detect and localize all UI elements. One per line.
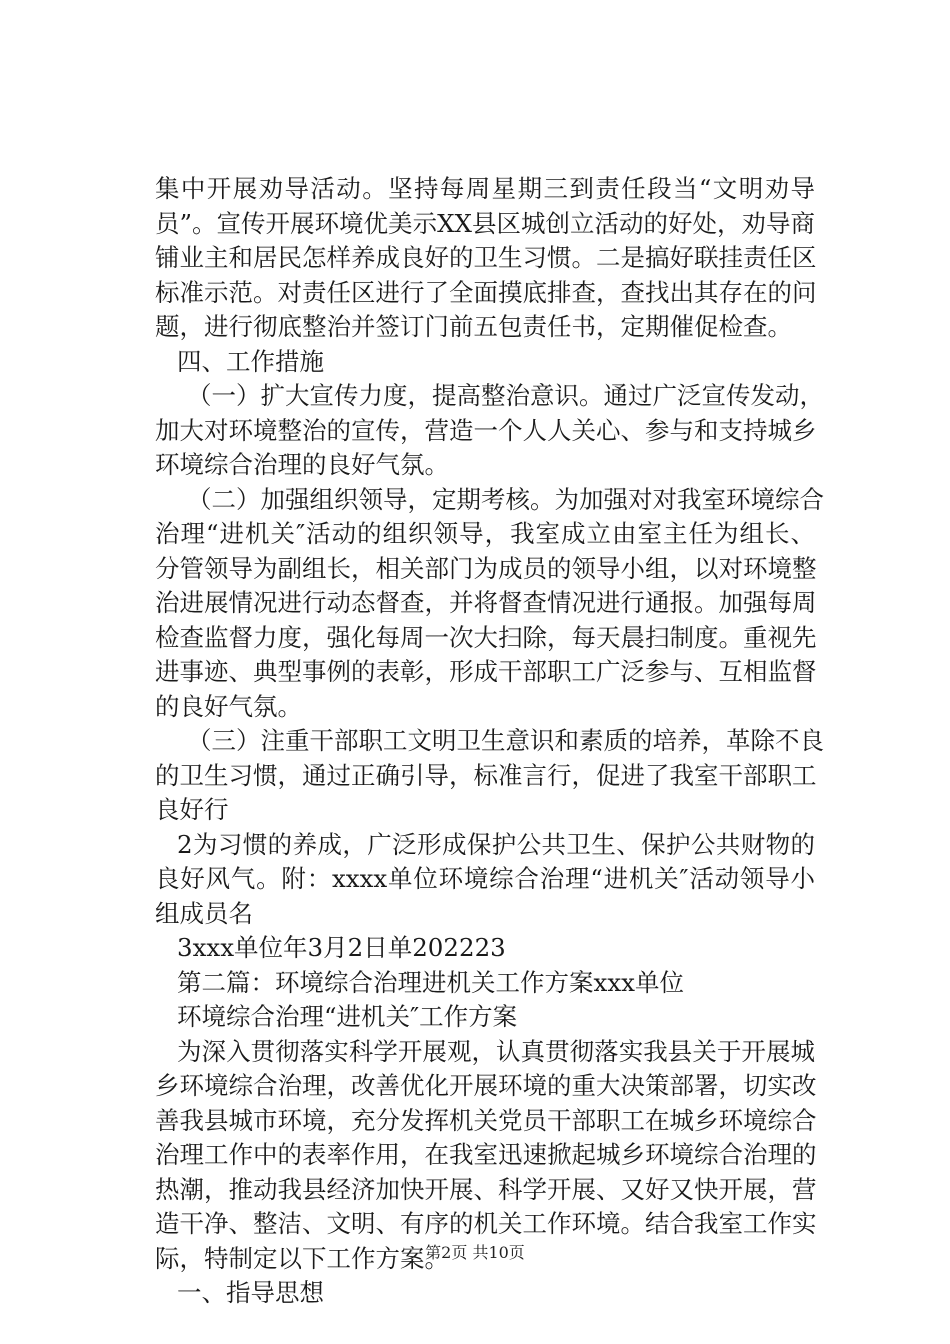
text-line: 铺业主和居民怎样养成良好的卫生习惯。二是搞好联挂责任区 [155,243,817,272]
text-line: 员”。宣传开展环境优美示XX县区城创立活动的好处，劝导商 [155,208,815,238]
text-line: 标准示范。对责任区进行了全面摸底排查，查找出其存在的问 [155,277,817,307]
text-line: 际，特制定以下工作方案。 [155,1243,449,1273]
text-line: （二）加强组织领导，定期考核。为加强对对我室环境综合 [187,484,824,514]
text-line: 良好风气。附：xxxx单位环境综合治理“进机关″活动领导小 [155,864,815,893]
text-line: 治进展情况进行动态督查，并将督查情况进行通报。加强每周 [155,588,817,617]
text-line: 环境综合治理“进机关″工作方案 [177,1002,518,1031]
text-line: 热潮，推动我县经济加快开展、科学开展、又好又快开展，营 [155,1174,817,1204]
text-line: 造干净、整洁、文明、有序的机关工作环境。结合我室工作实 [155,1209,817,1238]
text-line: 的卫生习惯，通过正确引导，标准言行，促进了我室干部职工 [155,760,817,790]
text-line: （一）扩大宣传力度，提高整治意识。通过广泛宣传发动， [187,381,824,410]
page-footer [0,1243,950,1263]
text-line: 的良好气氛。 [155,691,302,721]
text-line: 为深入贯彻落实科学开展观，认真贯彻落实我县关于开展城 [177,1036,815,1066]
page-number-label: 第2页 共10页 [425,1243,525,1262]
text-line: 治理工作中的表率作用，在我室迅速掀起城乡环境综合治理的 [155,1140,817,1169]
text-line: 善我县城市环境，充分发挥机关党员干部职工在城乡环境综合 [155,1105,817,1135]
text-line: 第二篇：环境综合治理进机关工作方案xxx单位 [177,967,684,997]
text-line: 乡环境综合治理，改善优化开展环境的重大决策部署，切实改 [155,1071,817,1100]
text-line: 环境综合治理的良好气氛。 [155,450,449,479]
text-line: 进事迹、典型事例的表彰，形成干部职工广泛参与、互相监督 [155,657,817,686]
text-line: 治理“进机关″活动的组织领导，我室成立由室主任为组长、 [155,519,815,548]
text-line: 集中开展劝导活动。坚持每周星期三到责任段当“文明劝导 [155,174,815,203]
text-line: 2为习惯的养成，广泛形成保护公共卫生、保护公共财物的 [177,829,815,859]
text-line: 良好行 [155,795,229,824]
document-body [155,172,824,1311]
text-line: （三）注重干部职工文明卫生意识和素质的培养，革除不良 [187,726,824,755]
text-line: 四、工作措施 [177,346,324,376]
text-line: 检查监督力度，强化每周一次大扫除，每天晨扫制度。重视先 [155,622,817,652]
text-line: 加大对环境整治的宣传，营造一个人人关心、参与和支持城乡 [155,415,817,445]
text-line: 题，进行彻底整治并签订门前五包责任书，定期催促检查。 [155,312,792,341]
text-line: 分管领导为副组长，相关部门为成员的领导小组，以对环境整 [155,553,817,583]
text-line: 一、指导思想 [177,1278,324,1307]
text-line: 3xxx单位年3月2日单202223 [177,933,506,962]
text-line: 组成员名 [155,898,253,928]
